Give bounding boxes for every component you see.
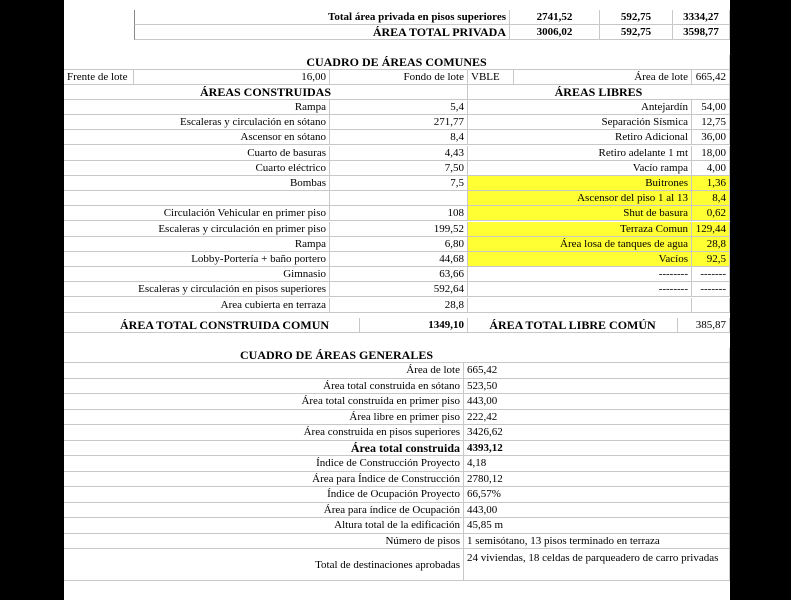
libre-label: Buitrones (468, 176, 692, 191)
general-value: 24 viviendas, 18 celdas de parqueadero de carro privadas (464, 549, 730, 581)
table-row (64, 176, 730, 191)
general-value: 222,42 (464, 410, 730, 426)
construida-value: 44,68 (330, 252, 468, 267)
table-row: Total área privada en pisos superiores 2741,52 592,75 3334,27 (64, 10, 730, 25)
construida-label: Rampa (64, 237, 330, 252)
libre-value: 54,00 (692, 100, 730, 115)
table-row (64, 549, 730, 581)
general-label: Área de lote (64, 363, 464, 379)
libre-value: 8,4 (692, 191, 730, 206)
table-row (64, 441, 730, 457)
general-value: 66,57% (464, 487, 730, 503)
general-label: Número de pisos (64, 534, 464, 550)
general-value: 665,42 (464, 363, 730, 379)
total-construida-label: ÁREA TOTAL CONSTRUIDA COMUN (64, 318, 360, 333)
comunes-title: CUADRO DE ÁREAS COMUNES (64, 55, 730, 70)
table-row (64, 146, 730, 161)
libre-label: Retiro Adicional (468, 130, 692, 145)
libre-value: 28,8 (692, 237, 730, 252)
construida-value: 6,80 (330, 237, 468, 252)
table-row (64, 100, 730, 115)
construida-label: Ascensor en sótano (64, 130, 330, 145)
general-label: Total de destinaciones aprobadas (64, 549, 464, 581)
table-row (64, 115, 730, 130)
general-label: Área para Índice de Construcción (64, 472, 464, 488)
construida-value: 108 (330, 206, 468, 221)
general-label: Área para índice de Ocupación (64, 503, 464, 519)
table-row (64, 518, 730, 534)
table-row: ÁREA TOTAL PRIVADA 3006,02 592,75 3598,77 (64, 25, 730, 40)
table-row (64, 534, 730, 550)
construida-value: 592,64 (330, 282, 468, 297)
area-lote-value: 665,42 (692, 70, 730, 85)
general-label: Área libre en primer piso (64, 410, 464, 426)
libre-label: -------- (468, 282, 692, 297)
libre-label: Área losa de tanques de agua (468, 237, 692, 252)
general-value: 45,85 m (464, 518, 730, 534)
libre-label: Terraza Comun (468, 222, 692, 237)
table-row (64, 237, 730, 252)
construida-label: Cuarto eléctrico (64, 161, 330, 176)
general-value: 1 semisótano, 13 pisos terminado en terraza (464, 534, 730, 550)
table-row (64, 363, 730, 379)
construida-label: Escaleras y circulación en sótano (64, 115, 330, 130)
construida-value (330, 191, 468, 206)
table-row (64, 503, 730, 519)
construida-value: 5,4 (330, 100, 468, 115)
libre-value: 0,62 (692, 206, 730, 221)
general-value: 3426,62 (464, 425, 730, 441)
libre-value: 92,5 (692, 252, 730, 267)
construida-label: Escaleras y circulación en primer piso (64, 222, 330, 237)
table-row (64, 379, 730, 395)
general-label: Área total construida en primer piso (64, 394, 464, 410)
table-row (64, 394, 730, 410)
general-label: Índice de Ocupación Proyecto (64, 487, 464, 503)
table-row (64, 252, 730, 267)
table-row (64, 425, 730, 441)
construida-label: Gimnasio (64, 267, 330, 282)
table-row (64, 410, 730, 426)
libre-value: ------- (692, 267, 730, 282)
general-label: Índice de Construcción Proyecto (64, 456, 464, 472)
construida-value: 7,5 (330, 176, 468, 191)
libre-label: -------- (468, 267, 692, 282)
libres-header: ÁREAS LIBRES (468, 85, 730, 100)
general-value: 443,00 (464, 394, 730, 410)
construida-label: Rampa (64, 100, 330, 115)
total-libre-label: ÁREA TOTAL LIBRE COMÚN (468, 318, 678, 333)
construida-label: Cuarto de basuras (64, 146, 330, 161)
libre-value: 4,00 (692, 161, 730, 176)
construida-label: Bombas (64, 176, 330, 191)
table-row (64, 282, 730, 297)
construida-label: Escaleras y circulación en pisos superiores (64, 282, 330, 297)
frente-value: 16,00 (134, 70, 330, 85)
table-row (64, 487, 730, 503)
general-value: 2780,12 (464, 472, 730, 488)
construida-label: Area cubierta en terraza (64, 298, 330, 313)
total-privada-superiores-label: Total área privada en pisos superiores (134, 10, 510, 25)
fondo-value: VBLE (468, 70, 514, 85)
table-row (64, 298, 730, 313)
table-row (64, 267, 730, 282)
libre-value: 36,00 (692, 130, 730, 145)
generales-title: CUADRO DE ÁREAS GENERALES (64, 348, 730, 363)
general-value: 4,18 (464, 456, 730, 472)
table-row (64, 206, 730, 221)
table-row (64, 472, 730, 488)
libre-value: 12,75 (692, 115, 730, 130)
general-label: Área total construida (64, 441, 464, 457)
general-value: 523,50 (464, 379, 730, 395)
general-value: 443,00 (464, 503, 730, 519)
construida-label: Circulación Vehicular en primer piso (64, 206, 330, 221)
construida-value: 199,52 (330, 222, 468, 237)
libre-value: 1,36 (692, 176, 730, 191)
table-row (64, 130, 730, 145)
libre-value: ------- (692, 282, 730, 297)
construida-value: 4,43 (330, 146, 468, 161)
general-label: Área total construida en sótano (64, 379, 464, 395)
general-value: 4393,12 (464, 441, 730, 457)
table-row (64, 222, 730, 237)
construida-value: 8,4 (330, 130, 468, 145)
construida-value: 7,50 (330, 161, 468, 176)
libre-value (692, 298, 730, 313)
fondo-label: Fondo de lote (330, 70, 468, 85)
total-libre-value: 385,87 (678, 318, 730, 333)
construida-label: Lobby-Portería + baño portero (64, 252, 330, 267)
spreadsheet (64, 0, 730, 600)
libre-label: Vacío rampa (468, 161, 692, 176)
libre-label: Separación Sísmica (468, 115, 692, 130)
libre-label: Retiro adelante 1 mt (468, 146, 692, 161)
libre-label: Vacíos (468, 252, 692, 267)
libre-label: Ascensor del piso 1 al 13 (468, 191, 692, 206)
construida-value: 28,8 (330, 298, 468, 313)
construida-value: 271,77 (330, 115, 468, 130)
general-label: Altura total de la edificación (64, 518, 464, 534)
area-lote-label: Área de lote (514, 70, 692, 85)
libre-label: Antejardín (468, 100, 692, 115)
libre-value: 129,44 (692, 222, 730, 237)
construida-label (64, 191, 330, 206)
libre-label (468, 298, 692, 313)
construida-value: 63,66 (330, 267, 468, 282)
table-row (64, 191, 730, 206)
table-row (64, 161, 730, 176)
frente-label: Frente de lote (64, 70, 134, 85)
construidas-header: ÁREAS CONSTRUIDAS (64, 85, 468, 100)
total-construida-value: 1349,10 (360, 318, 468, 333)
libre-value: 18,00 (692, 146, 730, 161)
general-label: Área construida en pisos superiores (64, 425, 464, 441)
table-row (64, 456, 730, 472)
libre-label: Shut de basura (468, 206, 692, 221)
area-total-privada-label: ÁREA TOTAL PRIVADA (134, 25, 510, 40)
